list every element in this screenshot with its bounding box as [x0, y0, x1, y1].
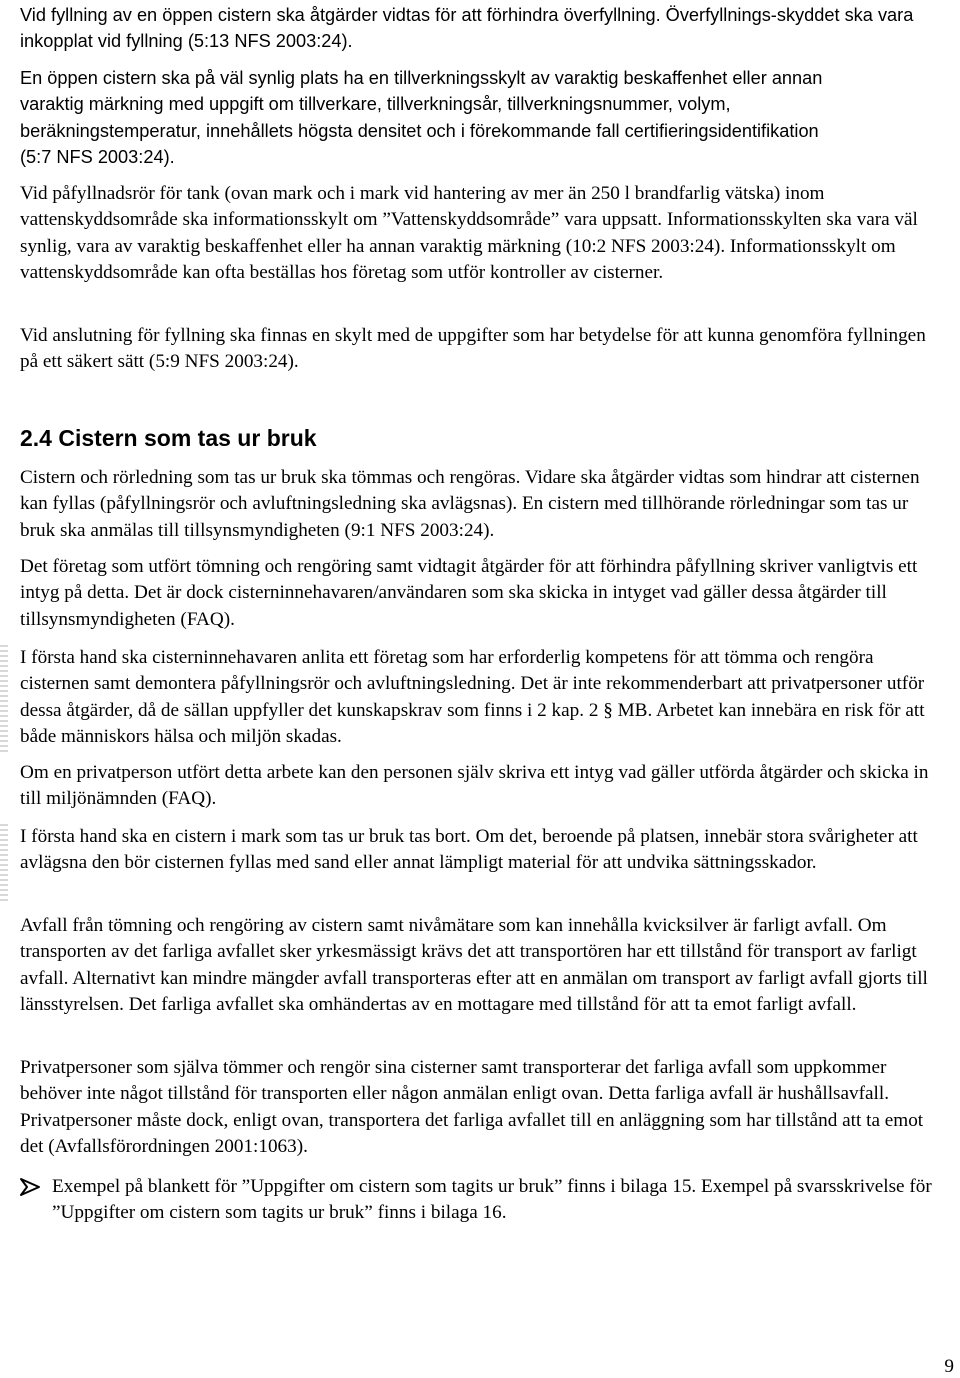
margin-change-bar: [0, 824, 8, 904]
paragraph-line: beräkningstemperatur, innehållets högsta densitet och i förekommande fall certifieringsidentifikation: [20, 120, 819, 141]
bullet-text: Exempel på blankett för ”Uppgifter om cistern som tagits ur bruk” finns i bilaga 15. Exempel på svarsskrivelse för ”Uppgifter om cistern som tagits ur bruk” finns i bilaga 16.: [52, 1176, 932, 1224]
paragraph-hazardous-waste: Avfall från tömning och rengöring av cistern samt nivåmätare som kan innehålla kvicksilver är farligt avfall. Om transporten av det farliga avfallet sker yrkesmässigt krävs det att transportören har ett tillstånd för transport av farligt avfall. Alternativt kan mindre mängder avfall transporteras efter att en anmälan om transport av farligt avfall gjorts till länsstyrelsen. Det farliga avfallet ska omhändertas av en mottagare med tillstånd för att ta emot farligt avfall.: [20, 915, 928, 1015]
page-number: 9: [944, 1356, 954, 1377]
paragraph-line: varaktig märkning med uppgift om tillverkare, tillverkningsår, tillverkningsnummer, volym,: [20, 94, 731, 115]
bullet-item: [52, 1174, 932, 1227]
section-heading: 2.4 Cistern som tas ur bruk: [20, 425, 317, 451]
arrow-bullet-icon: [19, 1177, 41, 1197]
paragraph-overfill-protection: Vid fyllning av en öppen cistern ska åtgärder vidtas för att förhindra överfyllning. Överfyllnings-skyddet ska vara inkopplat vid fyllning (5:13 NFS 2003:24).: [20, 5, 914, 52]
margin-change-bar: [0, 645, 8, 755]
paragraph-household-waste: Privatpersoner som själva tömmer och rengör sina cisterner samt transporterar det farliga avfall som uppkommer behöver inte något tillstånd för transporten eller någon anmälan enligt ovan. Detta farliga avfall är hushållsavfall. Privatpersoner måste dock, enligt ovan, transportera det farliga avfallet till en anläggning som har tillstånd att ta emot det (Avfallsförordningen 2001:1063).: [20, 1057, 924, 1157]
paragraph-certificate: Det företag som utfört tömning och rengöring samt vidtagit åtgärder för att förhindra påfyllning skriver vanligtvis ett intyg på detta. Det är dock cisterninnehavaren/användaren som ska skicka in intyget vad gäller dessa åtgärder till tillsynsmyndigheten (FAQ).: [20, 556, 918, 630]
paragraph-water-protection: Vid påfyllnadsrör för tank (ovan mark och i mark vid hantering av mer än 250 l brandfarlig vätska) inom vattenskyddsområde ska informationsskylt om ”Vattenskyddsområde” vara uppsatt. Informationsskylten ska vara väl synlig, vara av varaktig beskaffenhet eller ha annan varaktig märkning (10:2 NFS 2003:24). Informationsskylt om vattenskyddsområde kan ofta beställas hos företag som utför kontroller av cisterner.: [20, 183, 918, 283]
paragraph-private-person: Om en privatperson utfört detta arbete kan den personen själv skriva ett intyg vad gäller utförda åtgärder och skicka in till miljönämnden (FAQ).: [20, 762, 929, 810]
paragraph-line: (5:7 NFS 2003:24).: [20, 146, 175, 167]
paragraph-out-of-use: Cistern och rörledning som tas ur bruk ska tömmas och rengöras. Vidare ska åtgärder vidtas som hindrar att cisternen kan fyllas (påfyllningsrör och avluftningsledning ska avlägsnas). En cistern med tillhörande rörledningar som tas ur bruk ska anmälas till tillsynsmyndigheten (9:1 NFS 2003:24).: [20, 467, 920, 541]
paragraph-line: En öppen cistern ska på väl synlig plats ha en tillverkningsskylt av varaktig beskaffenhet eller annan: [20, 68, 823, 88]
paragraph-underground-cistern: I första hand ska en cistern i mark som tas ur bruk tas bort. Om det, beroende på platsen, innebär stora svårigheter att avlägsna den bör cisternen fyllas med sand eller annat lämpligt material för att undvika sättningsskador.: [20, 826, 918, 874]
paragraph-competence: I första hand ska cisterninnehavaren anlita ett företag som har erforderlig kompetens för att tömma och rengöra cisternen samt demontera påfyllningsrör och avluftningsledning. Det är inte rekommenderbart att privatpersoner utför dessa åtgärder, då de sällan uppfyller det kunskapskrav som finns i 2 kap. 2 § MB. Arbetet kan innebära en risk för att både människors hälsa och miljön skadas.: [20, 647, 925, 747]
paragraph-manufacturing-plate: [20, 65, 945, 170]
paragraph-filling-sign: Vid anslutning för fyllning ska finnas en skylt med de uppgifter som har betydelse för att kunna genomföra fyllningen på ett säkert sätt (5:9 NFS 2003:24).: [20, 325, 926, 373]
